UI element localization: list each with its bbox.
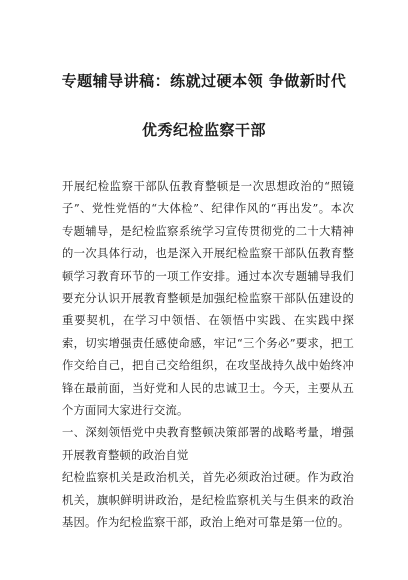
- document-title-line1: 专题辅导讲稿：练就过硬本领 争做新时代: [61, 72, 347, 90]
- document-title-line2: 优秀纪检监察干部: [141, 121, 266, 139]
- section-heading-1: 一、深刻领悟党中央教育整顿决策部署的战略考量，增强开展教育整顿的政治自觉: [62, 426, 354, 462]
- intro-paragraph: 开展纪检监察干部队伍教育整顿是一次思想政治的“照镜子”、党性党悟的“大体检”、纪律作风的“再出发”。本次专题辅导，是纪检监察系统学习宣传贯彻党的二十大精神的一次具体行动，也是深入开展纪检监察干部队伍教育整顿学习教育环节的一项工作安排。通过本次专题辅导我们要充分认识开展教育整顿是加强纪检监察干部队伍建设的重要契机，在学习中领悟、在领悟中实践、在实践中探索，切实增强责任感使命感，牢记“三个务必”要求，把工作交给自己，把自己交给组织，在攻坚战持久战中始终冲锋在最前面，当好党和人民的忠诚卫士。今天，主要从五个方面同大家进行交流。: [62, 180, 354, 418]
- section-1-paragraph: 纪检监察机关是政治机关，首先必须政治过硬。作为政治机关，旗帜鲜明讲政治，是纪检监察机关与生俱来的政治基因。作为纪检监察干部，政治上绝对可靠是第一位的。: [62, 471, 354, 530]
- document-body: [62, 176, 354, 535]
